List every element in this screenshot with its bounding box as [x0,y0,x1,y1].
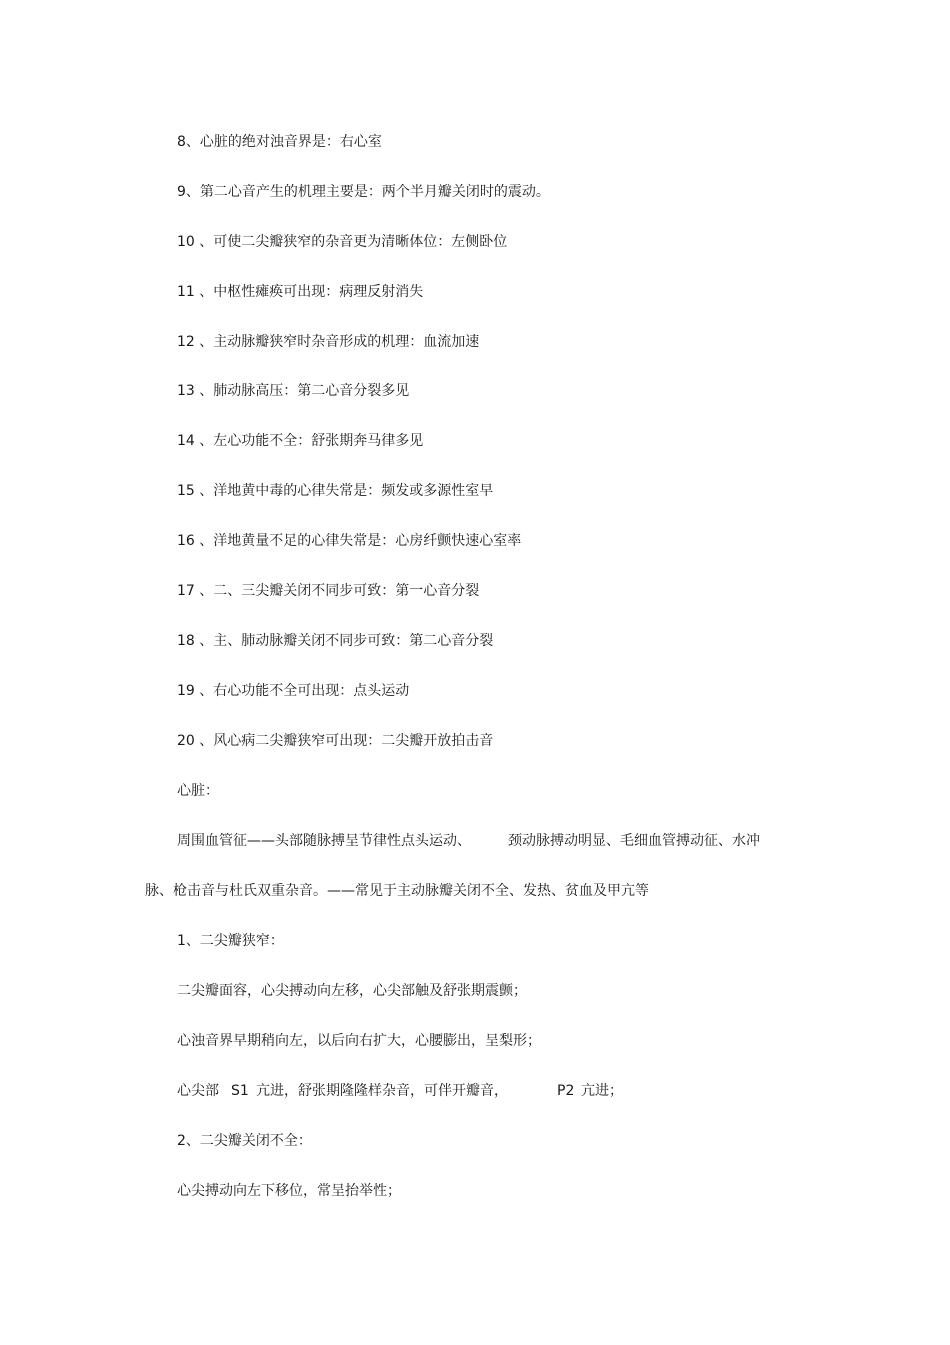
section-heading: 心脏： [177,783,219,799]
text-line: 11 、中枢性瘫痪可出现：病理反射消失 [177,284,424,300]
text-line [177,832,471,850]
text-line [557,1082,574,1100]
text-segment: S1 [231,1083,249,1099]
text-line: 16 、洋地黄量不足的心律失常是：心房纤颤快速心室率 [177,533,522,549]
text-line: 19 、右心功能不全可出现：点头运动 [177,683,410,699]
text-line [256,1082,508,1100]
text-segment: 心尖部 [177,1083,219,1099]
text-segment: 颈动脉搏动明显、毛细血管搏动征、水冲 [508,833,760,849]
text-line [508,832,760,850]
text-line: 13 、肺动脉高压：第二心音分裂多见 [177,383,410,399]
text-line: 20 、风心病二尖瓣狭窄可出现：二尖瓣开放拍击音 [177,733,494,749]
text-line: 14 、左心功能不全：舒张期奔马律多见 [177,433,424,449]
text-line: 18 、主、肺动脉瓣关闭不同步可致：第二心音分裂 [177,633,494,649]
text-line [581,1082,623,1100]
text-line: 心浊音界早期稍向左，以后向右扩大，心腰膨出，呈梨形； [177,1033,541,1049]
text-line: 10 、可使二尖瓣狭窄的杂音更为清晰体位：左侧卧位 [177,234,508,250]
text-segment: 周围血管征——头部随脉搏呈节律性点头运动、 [177,833,471,849]
text-line: 17 、二、三尖瓣关闭不同步可致：第一心音分裂 [177,583,480,599]
text-line: 15 、洋地黄中毒的心律失常是：频发或多源性室早 [177,483,494,499]
text-line: 12 、主动脉瓣狭窄时杂音形成的机理：血流加速 [177,334,480,350]
text-line: 脉、枪击音与杜氏双重杂音。——常见于主动脉瓣关闭不全、发热、贫血及甲亢等 [145,883,649,899]
text-segment: 亢进； [581,1083,623,1099]
text-segment: 亢进，舒张期隆隆样杂音，可伴开瓣音， [256,1083,508,1099]
text-line: 二尖瓣面容，心尖搏动向左移，心尖部触及舒张期震颤； [177,983,527,999]
text-segment: P2 [557,1083,575,1099]
text-line: 8、心脏的绝对浊音界是：右心室 [177,134,382,150]
text-line: 9、第二心音产生的机理主要是：两个半月瓣关闭时的震动。 [177,184,550,200]
section-heading: 2、二尖瓣关闭不全： [177,1133,312,1149]
text-line: 心尖搏动向左下移位，常呈抬举性； [177,1183,401,1199]
text-line [231,1082,249,1100]
text-line [177,1082,219,1100]
section-heading: 1、二尖瓣狭窄： [177,933,284,949]
